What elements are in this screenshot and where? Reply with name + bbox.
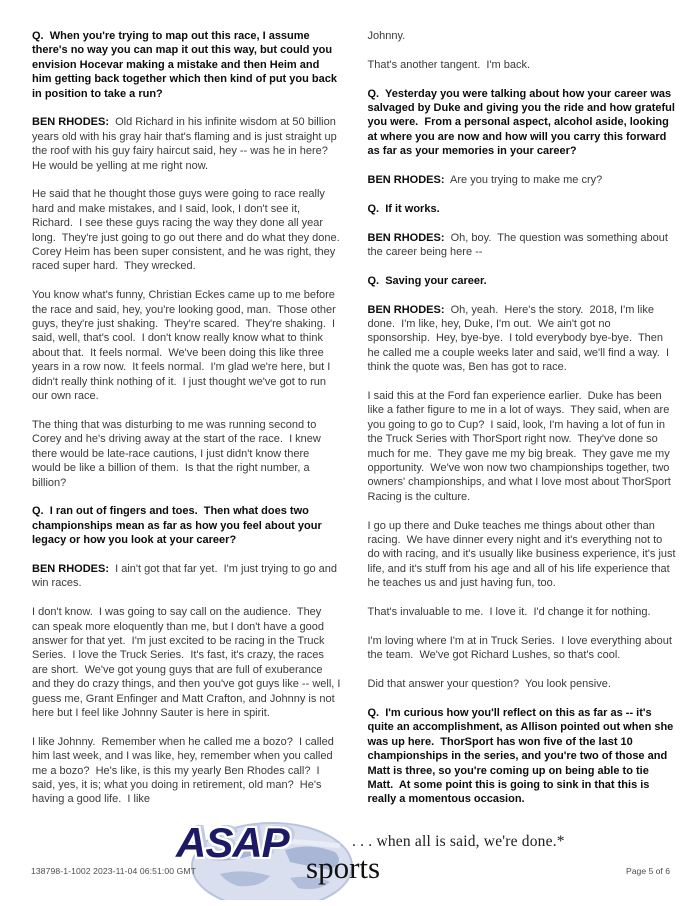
page-number: Page 5 of 6 bbox=[626, 866, 670, 876]
question-paragraph: Q. I'm curious how you'll reflect on this as far as -- it's quite an accomplishment, as Allison pointed out when she was up here. ThorSport has won five of the last 10 championships in the series, and you're two of those and Matt is three, so you're coming up on being able to tie Matt. At some point this is going to sink in that this is really a momentous occasion. bbox=[367, 706, 677, 806]
question-paragraph: Q. If it works. bbox=[367, 202, 440, 215]
body-paragraph: That's invaluable to me. I love it. I'd change it for nothing. bbox=[367, 606, 651, 619]
speaker-label: BEN RHODES: bbox=[32, 562, 110, 575]
body-paragraph: The thing that was disturbing to me was running second to Corey and he's driving away at the start of the race. I knew there would be late-race cautions, I just didn't know there would be like a billion of them. Is that the right number, a billion? bbox=[32, 418, 324, 489]
question-paragraph: Q. Saving your career. bbox=[367, 274, 487, 287]
body-paragraph: Johnny. bbox=[367, 30, 406, 42]
body-paragraph: I go up there and Duke teaches me things about other than racing. We have dinner every night and it's everything not to do with racing, and it's usually like business experience, it's just life, and it's stuff from his age and all of his life experience that he teaches us and just having fun, too. bbox=[367, 519, 679, 590]
asap-logo-text: ASAP bbox=[176, 819, 289, 866]
body-paragraph: That's another tangent. I'm back. bbox=[367, 58, 531, 71]
answer-paragraph: BEN RHODES: Oh, yeah. Here's the story. 2018, I'm like done. I'm like, hey, Duke, I'm out. We ain't got no sponsorship. Hey, bye-bye. I told everybody bye-bye. Then he called me a couple weeks later and said, we'll find a way. I think the quote was, Ben has got to race. bbox=[367, 303, 673, 374]
answer-paragraph: BEN RHODES: I ain't got that far yet. I'm just trying to go and win races. bbox=[32, 562, 341, 590]
answer-paragraph: BEN RHODES: Are you trying to make me cry? bbox=[367, 174, 603, 187]
body-paragraph: I said this at the Ford fan experience earlier. Duke has been like a father figure to me in a lot of ways. They said, when are you going to go to Cup? I said, look, I'm having a lot of fun in the Truck Series with ThorSport right now. They've done so much for me. They gave me my big break. They gave me my opportunity. We've won now two championships together, two owners' championships, and what I love most about ThorSport Racing is the culture. bbox=[367, 390, 674, 503]
transcript-body bbox=[32, 29, 679, 821]
left-column bbox=[32, 29, 346, 821]
body-paragraph: I'm loving where I'm at in Truck Series. I love everything about the team. We've got Richard Lushes, so that's cool. bbox=[367, 634, 675, 662]
question-paragraph: Q. I ran out of fingers and toes. Then what does two championships mean as far as how you feel about your legacy or how you look at your career? bbox=[32, 505, 325, 547]
answer-paragraph: BEN RHODES: Oh, boy. The question was something about the career being here -- bbox=[367, 231, 671, 259]
speaker-label: BEN RHODES: bbox=[367, 303, 445, 316]
right-column bbox=[368, 29, 677, 821]
document-id: 138798-1-1002 2023-11-04 06:51:00 GMT bbox=[31, 866, 197, 876]
body-paragraph: Did that answer your question? You look pensive. bbox=[367, 678, 611, 691]
speaker-label: BEN RHODES: bbox=[367, 174, 445, 187]
tagline: . . . when all is said, we're done.* bbox=[352, 833, 565, 850]
speaker-label: BEN RHODES: bbox=[32, 116, 110, 129]
question-paragraph: Q. When you're trying to map out this race, I assume there's no way you can map it out this way, but could you envision Hocevar making a mistake and then Heim and him getting back together which then kind of put you back in position to take a run? bbox=[32, 30, 341, 100]
sports-logo-text: sports bbox=[306, 850, 381, 885]
body-paragraph: I like Johnny. Remember when he called me a bozo? I called him last week, and I was like, hey, remember when you called me a bozo? He's like, is this my yearly Ben Rhodes call? I said, yes, it is; what you doing in retirement, old man? He's having a good life. I like bbox=[32, 735, 337, 806]
answer-paragraph: BEN RHODES: Old Richard in his infinite wisdom at 50 billion years old with his gray hair that's flaming and is just straight up the roof with his guy fairy haircut said, hey -- was he in here? He would be yelling at me right now. bbox=[32, 116, 340, 172]
body-paragraph: He said that he thought those guys were going to race really hard and make mistakes, and I said, look, I don't see it, Richard. I see these guys racing the way they done all year long. They're just going to go out there and do what they done. Corey Heim has been super consistent, and he was right, they raced super hard. They wrecked. bbox=[32, 188, 346, 273]
speaker-label: BEN RHODES: bbox=[367, 231, 445, 244]
body-paragraph: You know what's funny, Christian Eckes came up to me before the race and said, hey, you're looking good, man. Those other guys, they're just shaking. They're scared. They're shaking. I said, well, that's cool. I don't know really know what to think about that. It feels normal. We've been doing this like three years in a row now. It feels normal. I'm glad we're here, but I didn't really think nothing of it. I just thought we've got to run our own race. bbox=[32, 289, 339, 403]
question-paragraph: Q. Yesterday you were talking about how your career was salvaged by Duke and giving you the ride and how grateful you were. From a personal aspect, alcohol aside, looking at where you are now and how will you carry this forward as far as your memories in your career? bbox=[367, 87, 679, 158]
body-paragraph: I don't know. I was going to say call on the audience. They can speak more eloquently than me, but I don't have a good answer for that yet. I'm just excited to be racing in the Truck Series. I love the Truck Series. It's fast, it's crazy, the races are short. We've got young guys that are full of exuberance and they do crazy things, and then you've got guys like -- well, I guess me, Grant Enfinger and Matt Crafton, and Johnny is not here but I feel like Johnny Sauter is here in spirit. bbox=[32, 606, 344, 719]
